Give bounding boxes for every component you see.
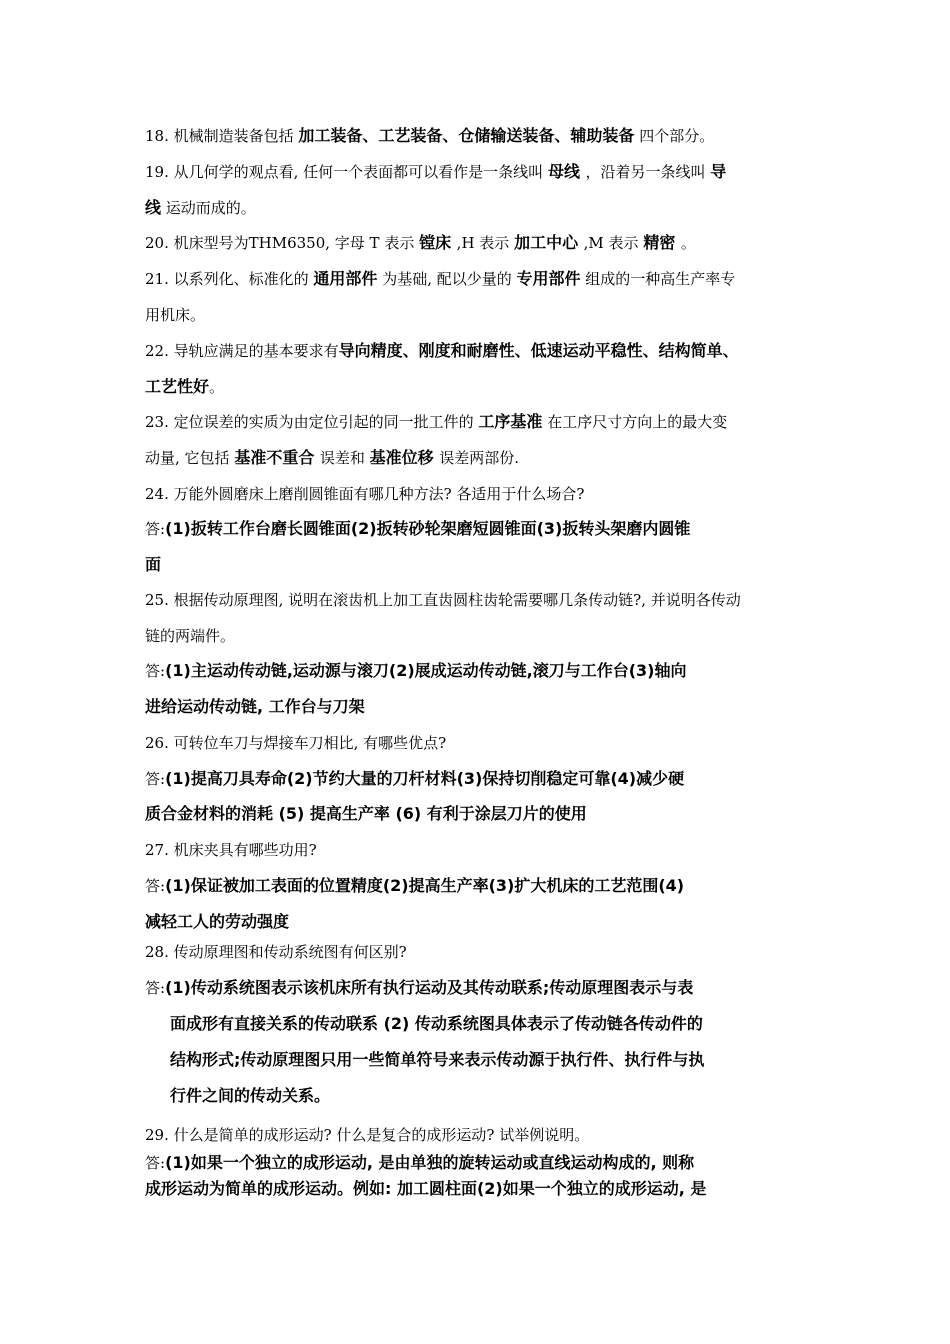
bold-answer-text: 进给运动传动链, 工作台与刀架 (145, 697, 365, 716)
bold-answer-text: 导向精度、刚度和耐磨性、低速运动平稳性、结构简单、 (338, 341, 739, 360)
body-text: 23. 定位误差的实质为由定位引起的同一批工件的 (145, 413, 479, 431)
body-text: 29. 什么是简单的成形运动? 什么是复合的成形运动? 试举例说明。 (145, 1126, 590, 1144)
body-text: 答: (145, 1154, 166, 1172)
bold-answer-text: (1)如果一个独立的成形运动, 是由单独的旋转运动或直线运动构成的, 则称 (165, 1153, 695, 1172)
body-text: 误差两部份. (439, 449, 520, 467)
text-line (145, 483, 584, 505)
bold-answer-text: 基准位移 (369, 448, 440, 467)
text-line (145, 660, 687, 682)
bold-answer-text: (1)提高刀具寿命(2)节约大量的刀杆材料(3)保持切削稳定可靠(4)减少硬 (165, 769, 685, 788)
text-line (145, 732, 446, 754)
text-line (145, 589, 741, 611)
body-text: 动量, 它包括 (145, 449, 235, 467)
bold-answer-text: 工艺性好 (145, 377, 210, 396)
bold-answer-text: (1)扳转工作台磨长圆锥面(2)扳转砂轮架磨短圆锥面(3)扳转头架磨内圆锥 (165, 519, 691, 538)
text-line (170, 1085, 330, 1107)
text-line (145, 376, 224, 398)
text-line (145, 977, 693, 999)
bold-answer-text: (1)主运动传动链,运动源与滚刀(2)展成运动传动链,滚刀与工作台(3)轴向 (165, 661, 687, 680)
body-text: 24. 万能外圆磨床上磨削圆锥面有哪几种方法? 各适用于什么场合? (145, 485, 585, 503)
bold-answer-text: 基准不重合 (234, 448, 320, 467)
body-text: 组成的一种高生产率专 (580, 270, 736, 288)
text-line (145, 161, 726, 183)
body-text: 20. 机床型号为THM6350, 字母 T 表示 (145, 234, 420, 252)
text-line (145, 518, 690, 540)
body-text: 为基础, 配以少量的 (377, 270, 517, 288)
text-line (145, 911, 289, 933)
body-text: 18. 机械制造装备包括 (145, 127, 299, 145)
text-line (145, 941, 407, 963)
text-line (145, 340, 739, 362)
body-text: 误差和 (319, 449, 370, 467)
bold-answer-text: 加工中心 (514, 233, 584, 252)
text-line (145, 268, 735, 290)
bold-answer-text: 专用部件 (516, 269, 581, 288)
text-line (145, 803, 587, 825)
body-text: 25. 根据传动原理图, 说明在滚齿机上加工直齿圆柱齿轮需要哪几条传动链?, 并说明各传动 (145, 591, 741, 609)
text-line (145, 1124, 589, 1146)
bold-answer-text: 工序基准 (478, 412, 543, 431)
body-text: 。 (209, 378, 225, 396)
body-text: 答: (145, 877, 166, 895)
text-line (145, 625, 235, 647)
text-line (145, 1178, 706, 1200)
text-line (145, 1152, 694, 1174)
bold-answer-text: 成形运动为简单的成形运动。例如: 加工圆柱面(2)如果一个独立的成形运动, 是 (145, 1179, 707, 1198)
body-text: 用机床。 (145, 306, 206, 324)
body-text: 28. 传动原理图和传动系统图有何区别? (145, 943, 407, 961)
body-text: ,H 表示 (456, 234, 515, 252)
bold-answer-text: 减轻工人的劳动强度 (145, 912, 290, 931)
bold-answer-text: (1)保证被加工表面的位置精度(2)提高生产率(3)扩大机床的工艺范围(4) (165, 876, 685, 895)
body-text: 21. 以系列化、标准化的 (145, 270, 314, 288)
body-text: 在工序尺寸方向上的最大变 (542, 413, 728, 431)
body-text: ，沿着另一条线叫 (585, 163, 711, 181)
bold-answer-text: 通用部件 (313, 269, 378, 288)
body-text: 运动而成的。 (161, 199, 256, 217)
body-text: 答: (145, 979, 166, 997)
body-text: 答: (145, 662, 166, 680)
body-text: 19. 从几何学的观点看, 任何一个表面都可以看作是一条线叫 (145, 163, 548, 181)
bold-answer-text: (1)传动系统图表示该机床所有执行运动及其传动联系;传动原理图表示与表 (165, 978, 694, 997)
bold-answer-text: 行件之间的传动关系。 (170, 1086, 331, 1105)
bold-answer-text: 镗床 (419, 233, 457, 252)
body-text: 四个部分。 (634, 127, 715, 145)
body-text: ,M 表示 (583, 234, 644, 252)
text-line (145, 232, 696, 254)
text-line (170, 1049, 704, 1071)
body-text: 答: (145, 770, 166, 788)
text-line (170, 1013, 703, 1035)
text-line (145, 768, 684, 790)
text-line (145, 554, 161, 576)
body-text: 27. 机床夹具有哪些功用? (145, 841, 317, 859)
bold-answer-text: 面 (145, 555, 162, 574)
text-line (145, 447, 519, 469)
text-line (145, 839, 317, 861)
bold-answer-text: 结构形式;传动原理图只用一些简单符号来表示传动源于执行件、执行件与执 (170, 1050, 705, 1069)
text-line (145, 696, 365, 718)
bold-answer-text: 质合金材料的消耗 (5) 提高生产率 (6) 有利于涂层刀片的使用 (145, 804, 587, 823)
body-text: 。 (680, 234, 696, 252)
body-text: 26. 可转位车刀与焊接车刀相比, 有哪些优点? (145, 734, 447, 752)
body-text: 链的两端件。 (145, 627, 236, 645)
bold-answer-text: 导 (710, 162, 727, 181)
text-line (145, 125, 714, 147)
bold-answer-text: 线 (145, 198, 162, 217)
text-line (145, 197, 256, 219)
text-line (145, 875, 684, 897)
text-line (145, 411, 727, 433)
bold-answer-text: 面成形有直接关系的传动联系 (2) 传动系统图具体表示了传动链各传动件的 (170, 1014, 703, 1033)
bold-answer-text: 精密 (643, 233, 681, 252)
body-text: 22. 导轨应满足的基本要求有 (145, 342, 339, 360)
body-text: 答: (145, 520, 166, 538)
bold-answer-text: 加工装备、工艺装备、仓储输送装备、辅助装备 (298, 126, 635, 145)
text-line (145, 304, 205, 326)
bold-answer-text: 母线 (547, 162, 586, 181)
